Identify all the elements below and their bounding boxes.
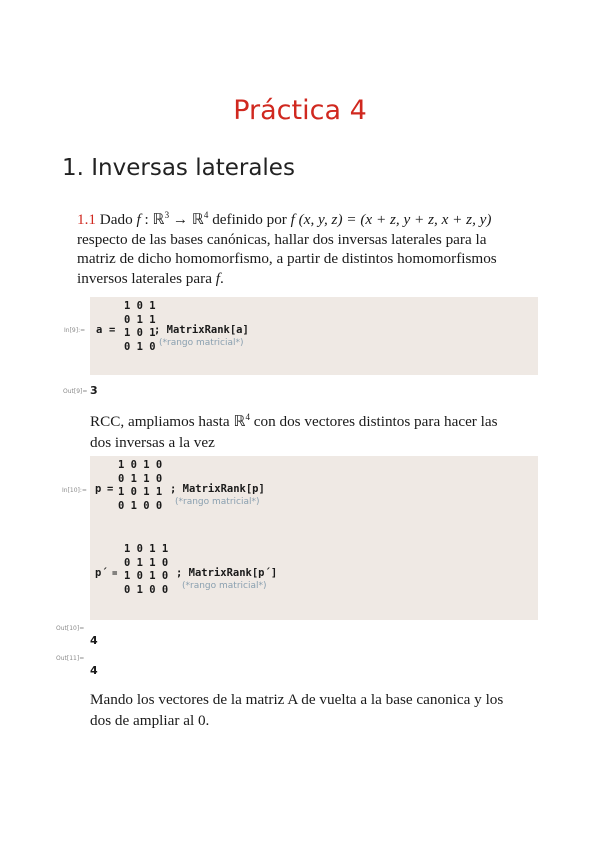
code-comment-p-prime: (*rango matricial*) [182, 581, 267, 591]
out-label-9: Out[9]= [63, 388, 88, 395]
matrix-var-p-prime: p´ [95, 567, 108, 579]
matrix-var-a: a [96, 324, 103, 336]
codomain-symbol: ℝ [191, 211, 204, 229]
exercise-line-4 [77, 269, 547, 289]
text-paragraph-3 [90, 689, 550, 731]
period: . [219, 269, 224, 287]
matrix-row: 0 1 0 0 [124, 583, 169, 596]
exercise-line-2: respecto de las bases canónicas, hallar dos inversas laterales para la [77, 230, 487, 248]
text-3-line-2: dos de ampliar al 0. [90, 712, 210, 729]
matrix-row: 1 0 1 [124, 300, 156, 312]
exercise-line-3: matriz de dicho homomorfismo, a partir de distintos homomorfismos [77, 250, 497, 268]
matrix-row: 1 0 1 0 [118, 459, 163, 471]
matrix-row: 1 0 1 1 [124, 543, 169, 555]
text-2-part-b: con dos vectores distintos para hacer las [249, 413, 498, 431]
matrix-rank-command: ; MatrixRank[a] [154, 324, 249, 336]
code-comment-p: (*rango matricial*) [175, 497, 260, 507]
arrow: → [169, 211, 192, 229]
domain-dim: 3 [164, 210, 170, 220]
matrix-row: 1 0 1 1 [118, 486, 163, 498]
out-label-10: Out[10]= [56, 625, 85, 632]
function-symbol-2: f [215, 269, 220, 287]
input-cell-9[interactable] [90, 297, 538, 375]
matrix-row: 0 1 0 0 [118, 499, 163, 512]
exercise-line-1 [77, 206, 547, 230]
text-2-line-2: dos inversas a la vez [90, 434, 215, 452]
assign-eq: = [112, 569, 118, 579]
input-cell-10[interactable] [90, 456, 538, 620]
matrix-row: 0 1 1 0 [124, 556, 169, 569]
output-9: 3 [90, 384, 98, 397]
assign-eq: = [109, 324, 116, 336]
matrix-var-p: p [95, 483, 102, 495]
text-paragraph-2 [90, 407, 550, 453]
out-label-11: Out[11]= [56, 655, 85, 662]
colon: : [140, 211, 153, 229]
exercise-number: 1.1 [77, 211, 96, 229]
matrix-rank-command-p-prime: ; MatrixRank[p´] [176, 567, 278, 579]
matrix-row: 0 1 1 0 [118, 472, 163, 485]
codomain-dim: 4 [203, 210, 209, 220]
r4-dim: 4 [245, 412, 250, 422]
domain-symbol: ℝ [152, 211, 165, 229]
output-10: 4 [90, 634, 98, 647]
section-heading: 1. Inversas laterales [62, 155, 295, 181]
matrix-row: 1 0 1 [124, 327, 156, 339]
matrix-a [124, 300, 156, 354]
exercise-text: Dado [95, 211, 137, 229]
matrix-row: 1 0 1 0 [124, 570, 169, 582]
function-symbol: f [136, 211, 141, 229]
code-comment: (*rango matricial*) [159, 338, 244, 348]
exercise-text-2: definido por [208, 211, 291, 229]
function-formula: f (x, y, z) = (x + z, y + z, x + z, y) [290, 211, 492, 229]
assign-eq: = [107, 483, 114, 495]
output-11: 4 [90, 664, 98, 677]
page-title: Práctica 4 [233, 95, 367, 126]
matrix-row: 0 1 0 [124, 340, 156, 353]
r4-symbol: ℝ [233, 413, 246, 431]
matrix-p [118, 459, 162, 513]
text-2-part-a: RCC, ampliamos hasta [90, 413, 234, 431]
matrix-rank-command-p: ; MatrixRank[p] [170, 483, 265, 495]
in-label-10: In[10]:= [62, 487, 87, 494]
text-2-line-1 [90, 407, 550, 432]
matrix-p-prime [124, 543, 168, 597]
exercise-paragraph [77, 206, 547, 288]
exercise-line-4-text: inversos laterales para [77, 269, 216, 287]
matrix-row: 0 1 1 [124, 313, 156, 326]
in-label-9: In[9]:= [64, 327, 86, 334]
text-3-line-1: Mando los vectores de la matriz A de vuelta a la base canonica y los [90, 691, 504, 708]
